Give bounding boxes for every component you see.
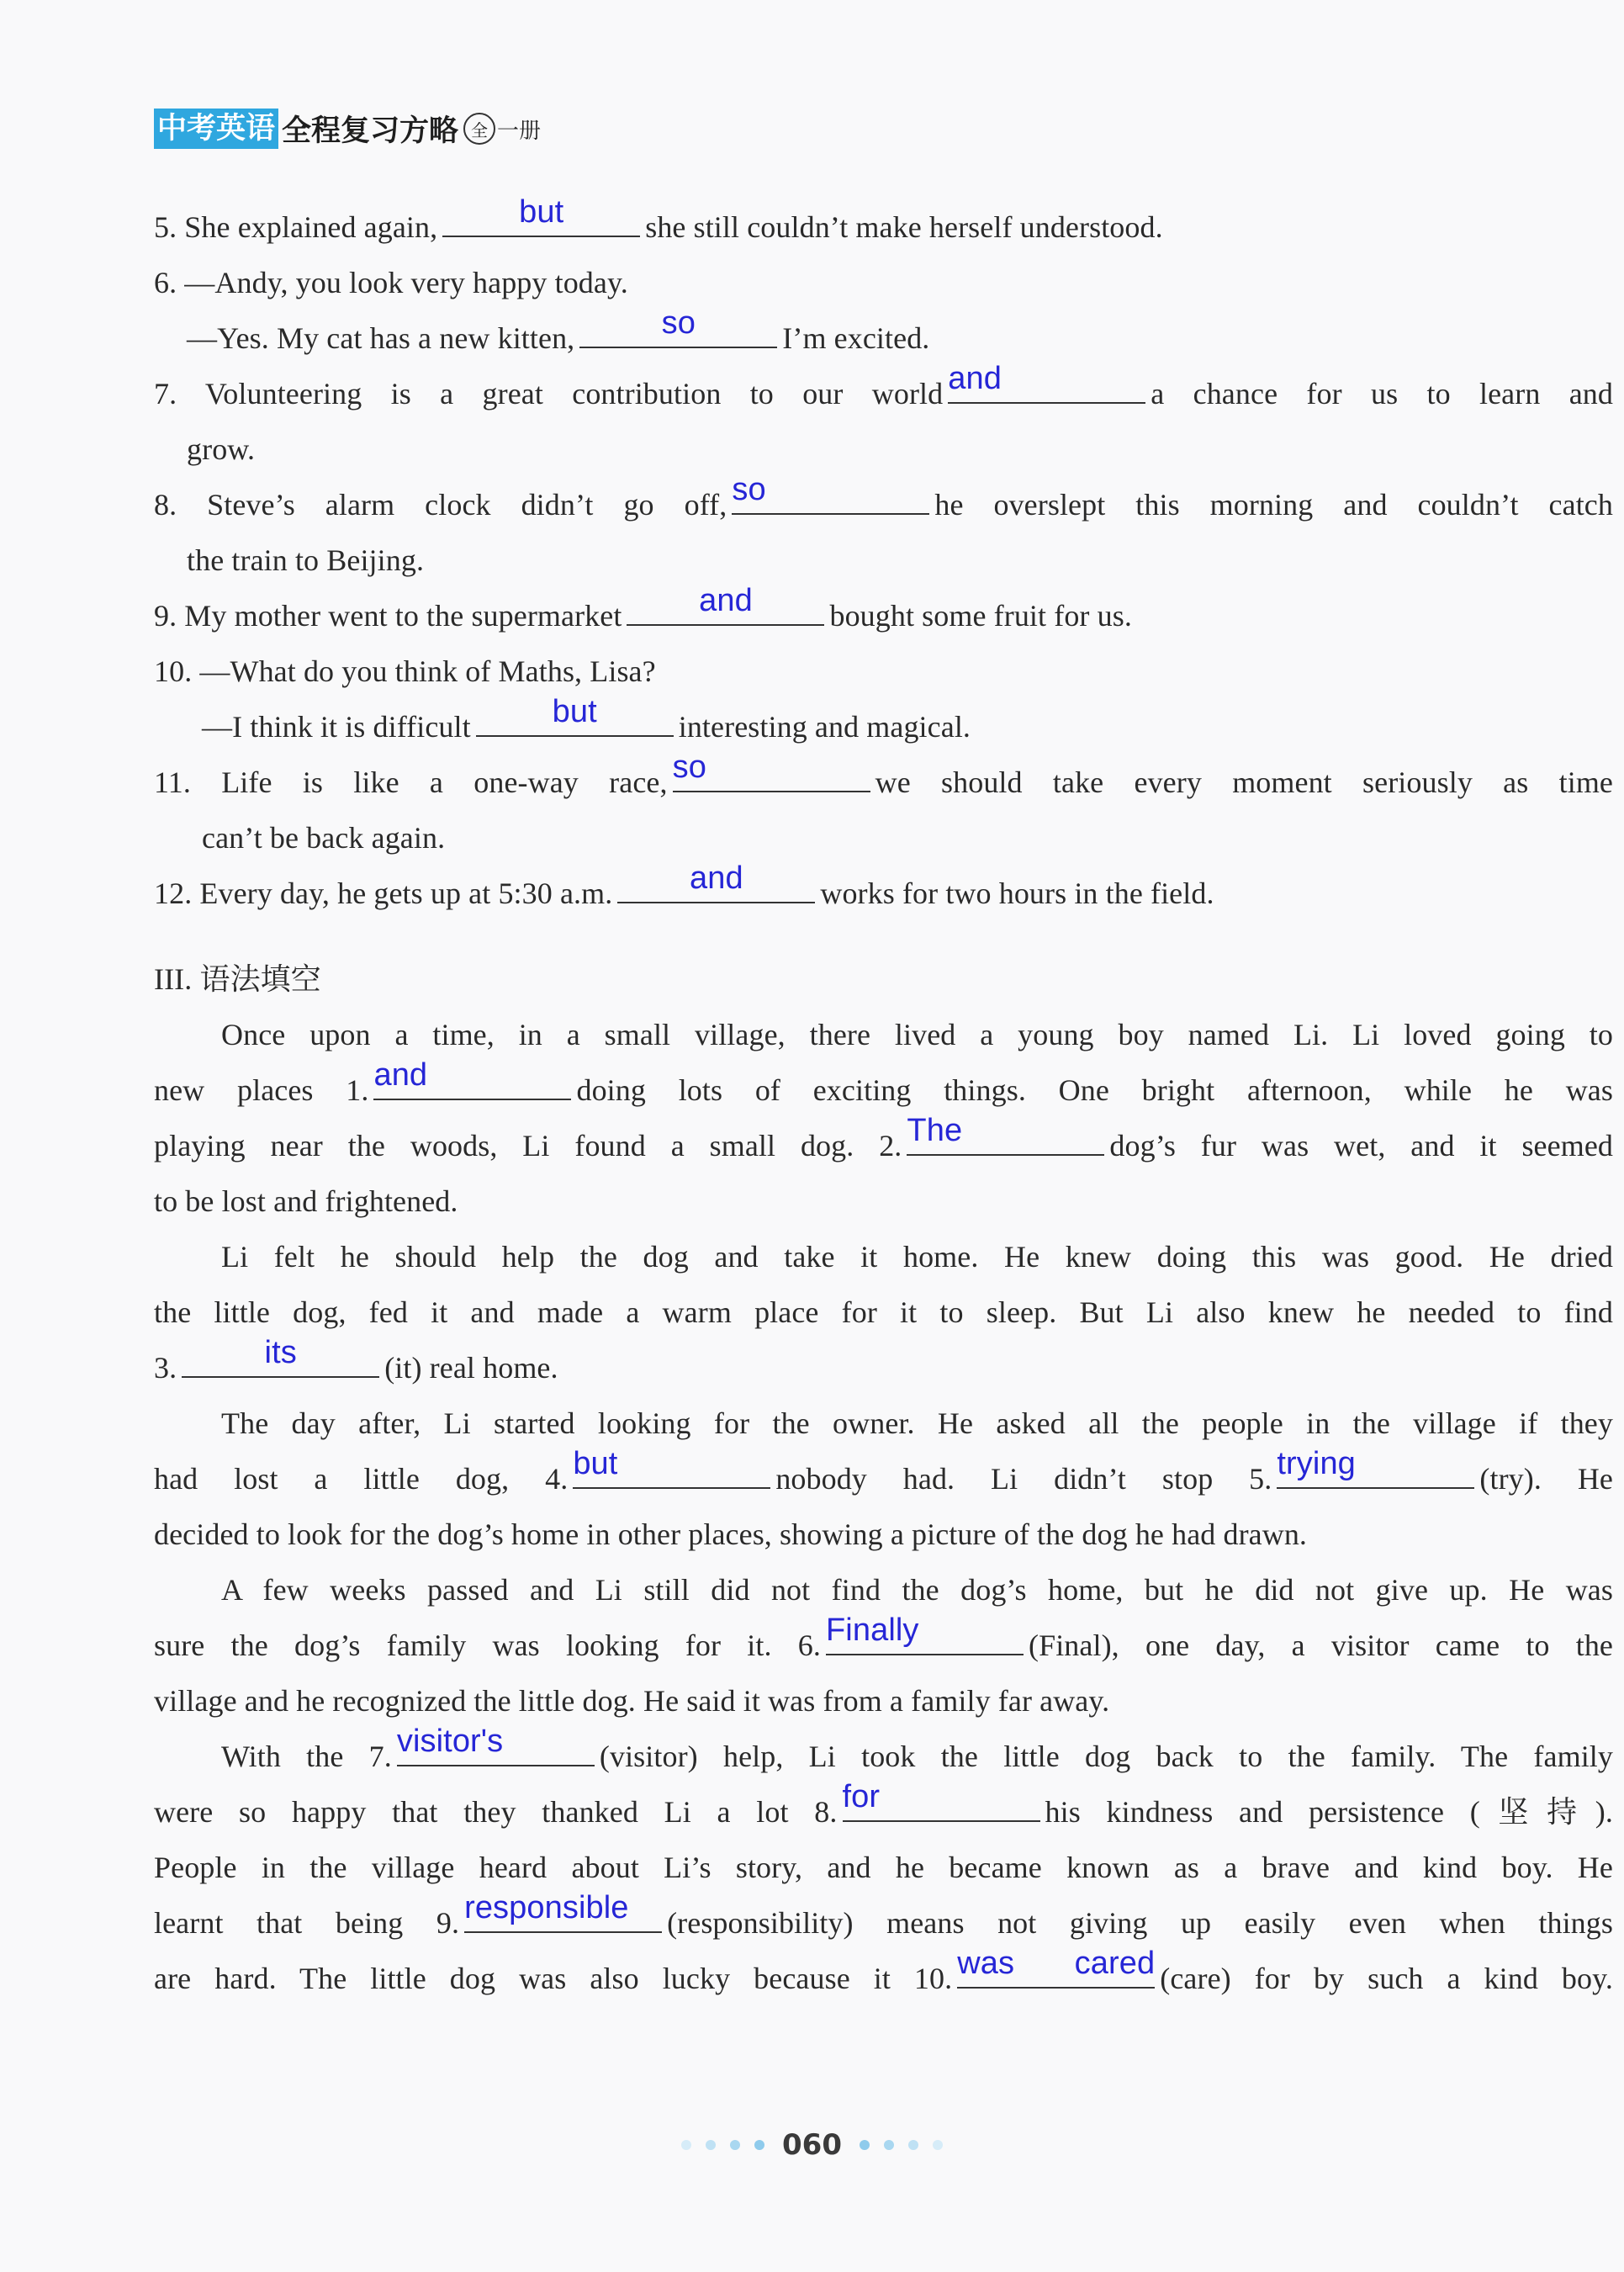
answer-text: its bbox=[264, 1335, 297, 1370]
answer-text: and bbox=[373, 1057, 428, 1093]
answer-text: visitor's bbox=[396, 1724, 504, 1759]
dot-icon bbox=[754, 2140, 764, 2150]
question-6: —Yes. My cat has a new kitten, so I’m excited. bbox=[187, 305, 930, 355]
passage-p4-line1: A few weeks passed and Li still did not find the dog’s home, but he did not give up. He was bbox=[221, 1573, 1613, 1607]
question-12: 12. Every day, he gets up at 5:30 a.m. and works for two hours in the field. bbox=[154, 861, 1214, 910]
dot-icon bbox=[706, 2140, 716, 2150]
header-highlight: 中考英语 bbox=[154, 109, 278, 149]
answer-text: for bbox=[842, 1779, 881, 1814]
answer-text: and bbox=[948, 361, 1002, 396]
answer-blank[interactable] bbox=[182, 1335, 379, 1378]
passage-p3-line2: had lost a little dog, 4. but nobody had. Li didn’t stop 5. trying (try). He bbox=[154, 1446, 1614, 1496]
answer-blank[interactable] bbox=[573, 1446, 770, 1489]
answer-text: Finally bbox=[826, 1613, 919, 1648]
answer-text: but bbox=[552, 694, 597, 729]
passage-p1-line2: new places 1. and doing lots of exciting things. One bright afternoon, while he was bbox=[154, 1057, 1613, 1107]
book-header bbox=[154, 108, 541, 150]
question-7-continued: grow. bbox=[187, 432, 256, 466]
header-circle-badge: 全 bbox=[463, 113, 495, 145]
answer-blank[interactable] bbox=[957, 1946, 1156, 1989]
passage-p3-line3: decided to look for the dog’s home in other places, showing a picture of the dog he had drawn. bbox=[154, 1517, 1308, 1551]
answer-blank[interactable] bbox=[672, 749, 870, 792]
question-5: 5. She explained again, but she still couldn’t make herself understood. bbox=[154, 194, 1163, 244]
question-6-prompt: 6. —Andy, you look very happy today. bbox=[154, 266, 628, 299]
header-volume: 一册 bbox=[497, 118, 542, 144]
answer-blank[interactable] bbox=[464, 1890, 662, 1933]
answer-blank[interactable] bbox=[732, 472, 929, 515]
dot-icon bbox=[730, 2140, 740, 2150]
question-11: 11. Life is like a one-way race, so we should take every moment seriously as time bbox=[154, 749, 1614, 799]
passage-p2-line2: the little dog, fed it and made a warm place for it to sleep. But Li also knew he needed to find bbox=[154, 1295, 1613, 1329]
question-7: 7. Volunteering is a great contribution to our world and a chance for us to learn and bbox=[154, 361, 1614, 410]
answer-text: so bbox=[672, 749, 706, 785]
answer-text: The bbox=[907, 1113, 963, 1148]
answer-text: but bbox=[573, 1446, 618, 1481]
dot-icon bbox=[681, 2140, 691, 2150]
section-3-title: III. 语法填空 bbox=[154, 962, 321, 996]
dot-icon bbox=[860, 2140, 870, 2150]
answer-text: and bbox=[699, 583, 753, 618]
header-title: 全程复习方略 bbox=[282, 114, 459, 148]
page-footer bbox=[0, 2128, 1624, 2162]
question-8-continued: the train to Beijing. bbox=[187, 543, 425, 577]
dot-icon bbox=[884, 2140, 894, 2150]
answer-text: was cared bbox=[957, 1946, 1156, 1981]
passage-p1-line4: to be lost and frightened. bbox=[154, 1184, 458, 1218]
passage-p5-line4: learnt that being 9. responsible (responsibility) means not giving up easily even when things bbox=[154, 1890, 1613, 1940]
answer-blank[interactable] bbox=[1277, 1446, 1474, 1489]
passage-p2-line1: Li felt he should help the dog and take it home. He knew doing this was good. He dried bbox=[221, 1240, 1613, 1274]
answer-text: so bbox=[732, 472, 766, 507]
passage-p2-line3: 3. its (it) real home. bbox=[154, 1335, 558, 1385]
question-8: 8. Steve’s alarm clock didn’t go off, so he overslept this morning and couldn’t catch bbox=[154, 472, 1613, 522]
page-number: 060 bbox=[782, 2128, 842, 2162]
answer-text: responsible bbox=[464, 1890, 629, 1925]
answer-blank[interactable] bbox=[826, 1613, 1024, 1655]
passage-p5-line3: People in the village heard about Li’s story, and he became known as a brave and kind boy. He bbox=[154, 1851, 1613, 1884]
answer-text: and bbox=[689, 861, 743, 896]
question-10: —I think it is difficult but interesting and magical. bbox=[202, 694, 971, 744]
answer-blank[interactable] bbox=[442, 194, 640, 237]
answer-blank[interactable] bbox=[627, 583, 824, 626]
passage-p5-line1: With the 7. visitor's (visitor) help, Li took the little dog back to the family. The family bbox=[221, 1724, 1613, 1773]
dot-icon bbox=[908, 2140, 918, 2150]
passage-p1-line1: Once upon a time, in a small village, there lived a young boy named Li. Li loved going to bbox=[221, 1018, 1613, 1051]
passage-p5-line2: were so happy that they thanked Li a lot 8. for his kindness and persistence (坚持). bbox=[154, 1779, 1613, 1829]
passage-p5-line5: are hard. The little dog was also lucky because it 10. was cared (care) for by such a kind boy. bbox=[154, 1946, 1613, 1995]
dot-icon bbox=[933, 2140, 943, 2150]
answer-blank[interactable] bbox=[842, 1779, 1040, 1822]
passage-p3-line1: The day after, Li started looking for the owner. He asked all the people in the village if they bbox=[221, 1406, 1613, 1440]
answer-blank[interactable] bbox=[579, 305, 777, 348]
answer-blank[interactable] bbox=[373, 1057, 571, 1100]
answer-text: so bbox=[661, 305, 696, 341]
answer-blank[interactable] bbox=[907, 1113, 1104, 1156]
answer-text: trying bbox=[1277, 1446, 1356, 1481]
answer-blank[interactable] bbox=[396, 1724, 595, 1766]
passage-p1-line3: playing near the woods, Li found a small dog. 2. The dog’s fur was wet, and it seemed bbox=[154, 1113, 1613, 1162]
passage-p4-line2: sure the dog’s family was looking for it. 6. Finally (Final), one day, a visitor came to the bbox=[154, 1613, 1613, 1662]
answer-blank[interactable] bbox=[948, 361, 1145, 404]
question-9: 9. My mother went to the supermarket and bought some fruit for us. bbox=[154, 583, 1132, 633]
answer-blank[interactable] bbox=[617, 861, 815, 903]
question-10-prompt: 10. —What do you think of Maths, Lisa? bbox=[154, 654, 656, 688]
answer-blank[interactable] bbox=[476, 694, 674, 737]
question-11-continued: can’t be back again. bbox=[202, 821, 446, 855]
answer-text: but bbox=[519, 194, 564, 230]
passage-p4-line3: village and he recognized the little dog. He said it was from a family far away. bbox=[154, 1684, 1110, 1718]
